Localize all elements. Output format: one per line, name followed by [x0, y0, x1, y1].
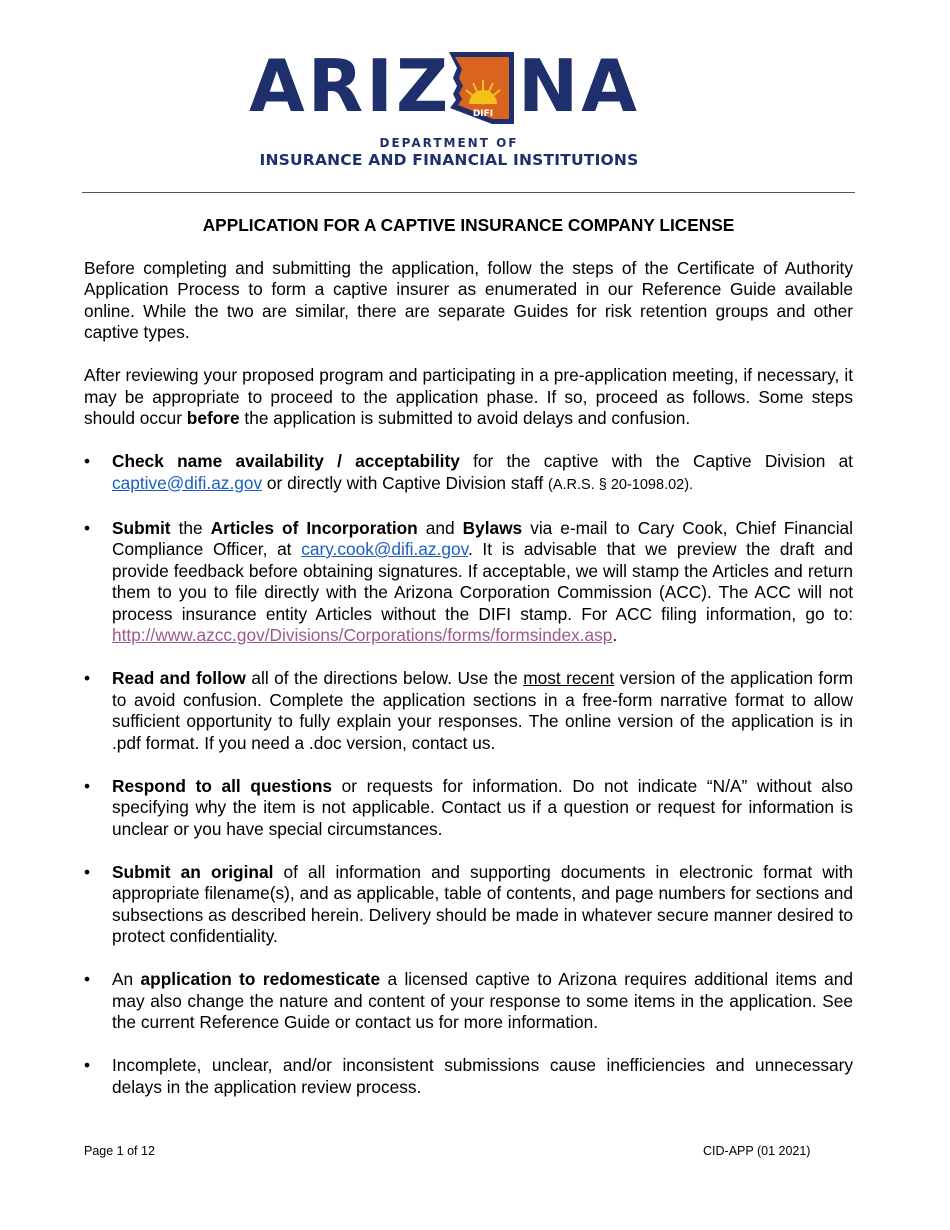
list-item-submit-original: • Submit an original of all information and supporting documents in electronic format with appropriate filename(s), and as applicable, table of contents, and page numbers for sections and subsections as described herein. Delivery should be made in whatever secure manner desired to protect confidentiality.	[84, 862, 853, 948]
intro-paragraph-1: Before completing and submitting the application, follow the steps of the Certificate of Authority Application Process to form a captive insurer as enumerated in our Reference Guide available online. While the two are similar, there are separate Guides for risk retention groups and other captive types.	[84, 257, 853, 342]
logo-word-left: ARIZ	[249, 44, 452, 128]
arizona-state-icon	[446, 50, 518, 126]
logo-badge-text: DIFI	[472, 109, 494, 119]
intro-paragraph-2: After reviewing your proposed program and participating in a pre-application meeting, if necessary, it may be appropriate to proceed to the application phase. If so, proceed as follows. Some steps should occur before the application is submitted to avoid delays and confusion.	[84, 365, 853, 428]
logo-institution-line: INSURANCE AND FINANCIAL INSTITUTIONS	[259, 151, 639, 169]
page-number: Page 1 of 12	[84, 1144, 155, 1158]
list-item-articles: • Submit the Articles of Incorporation and Bylaws via e-mail to Cary Cook, Chief Financial Compliance Officer, at cary.cook@difi.az.gov. It is advisable that we preview the draft and provide feedback before obtaining signatures. If acceptable, we will stamp the Articles and return them to you to file directly with the Arizona Corporation Commission (ACC). The ACC will not process insurance entity Articles without the DIFI stamp. For ACC filing information, go to: http://www.azcc.gov/Divisions/Corporations/forms/formsindex.asp.	[84, 518, 853, 647]
cary-cook-email-link[interactable]: cary.cook@difi.az.gov	[301, 539, 468, 559]
page-title: APPLICATION FOR A CAPTIVE INSURANCE COMPANY LICENSE	[202, 215, 735, 235]
document-body	[84, 215, 853, 1120]
list-item-respond: • Respond to all questions or requests for information. Do not indicate “N/A” without also specifying why the item is not applicable. Contact us if a question or request for information is unclear or you have special circumstances.	[84, 776, 853, 841]
list-item-redomesticate: • An application to redomesticate a licensed captive to Arizona requires additional items and may also change the nature and content of your response to some items in the application. See the current Reference Guide or contact us for more information.	[84, 969, 853, 1034]
statute-citation: (A.R.S. § 20-1098.02).	[548, 476, 694, 493]
list-item-incomplete: • Incomplete, unclear, and/or inconsistent submissions cause inefficiencies and unnecessary delays in the application review process.	[84, 1055, 853, 1098]
instruction-list	[84, 451, 853, 1098]
list-item-name-check: • Check name availability / acceptability for the captive with the Captive Division at captive@difi.az.gov or directly with Captive Division staff (A.R.S. § 20-1098.02).	[84, 451, 853, 496]
captive-email-link[interactable]: captive@difi.az.gov	[112, 472, 263, 493]
logo-department-line: DEPARTMENT OF	[379, 136, 519, 150]
difi-logo	[249, 44, 649, 170]
logo-word-right: NA	[518, 44, 640, 128]
list-item-read-follow: • Read and follow all of the directions below. Use the most recent version of the application form to avoid confusion. Complete the application sections in a free-form narrative format to allow sufficient opportunity to fully explain your responses. The online version of the application is in .pdf format. If you need a .doc version, contact us.	[84, 668, 853, 754]
header-divider	[82, 192, 855, 193]
acc-forms-link[interactable]: http://www.azcc.gov/Divisions/Corporations/forms/formsindex.asp	[112, 625, 613, 645]
form-id: CID-APP (01 2021)	[703, 1144, 811, 1158]
